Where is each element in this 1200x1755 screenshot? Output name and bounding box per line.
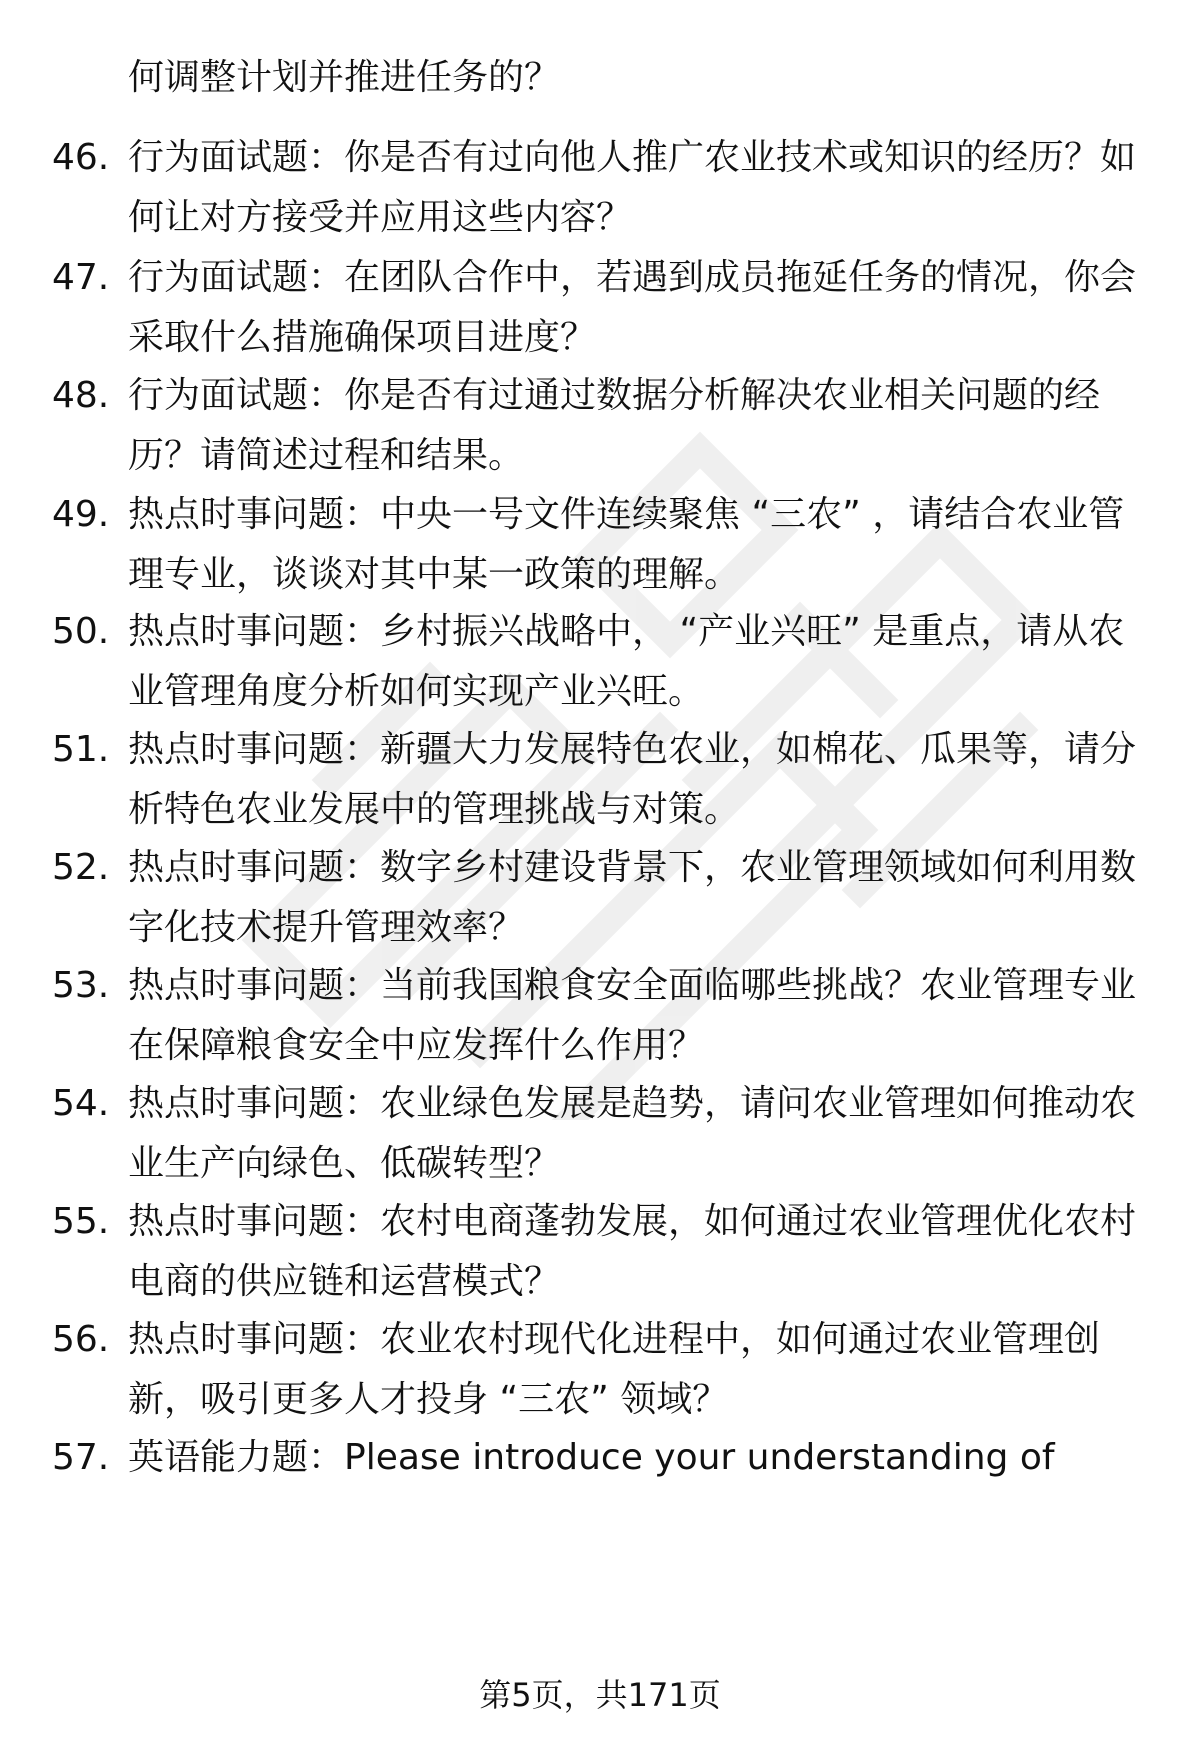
page-footer: 第5页，共171页 <box>479 1676 721 1714</box>
question-text <box>128 485 1148 605</box>
question-number: 53. <box>52 965 110 1006</box>
question-number: 49. <box>52 494 110 535</box>
question-text-line: 热点时事问题：农业农村现代化进程中，如何通过农业管理创 <box>128 1319 1101 1360</box>
question-text <box>128 248 1148 368</box>
question-text <box>128 602 1148 722</box>
question-text <box>128 720 1148 840</box>
question-text <box>128 1428 1148 1488</box>
question-number: 48. <box>52 375 110 416</box>
question-text-line: 英语能力题：Please introduce your understanding of <box>128 1437 1055 1478</box>
question-number: 55. <box>52 1201 110 1242</box>
question-number: 46. <box>52 137 110 178</box>
question-text <box>128 366 1148 486</box>
question-text-line: 行为面试题：在团队合作中，若遇到成员拖延任务的情况，你会 <box>128 257 1137 298</box>
question-number: 50. <box>52 611 110 652</box>
question-text <box>128 48 1148 108</box>
question-text-line: 电商的供应链和运营模式？ <box>128 1261 561 1302</box>
question-number: 54. <box>52 1083 110 1124</box>
question-text-line: 析特色农业发展中的管理挑战与对策。 <box>128 789 741 830</box>
question-text-line: 采取什么措施确保项目进度？ <box>128 317 597 358</box>
question-text-line: 行为面试题：你是否有过向他人推广农业技术或知识的经历？如 <box>128 137 1137 178</box>
question-number: 56. <box>52 1319 110 1360</box>
question-text-line: 字化技术提升管理效率？ <box>128 907 525 948</box>
question-text <box>128 128 1148 248</box>
question-text-line: 业生产向绿色、低碳转型？ <box>128 1143 561 1184</box>
question-text <box>128 1074 1148 1194</box>
question-number: 51. <box>52 729 110 770</box>
question-text-line: 热点时事问题：当前我国粮食安全面临哪些挑战？农业管理专业 <box>128 965 1137 1006</box>
question-text <box>128 956 1148 1076</box>
question-text-line: 新，吸引更多人才投身 “三农” 领域？ <box>128 1379 729 1420</box>
question-text-line: 在保障粮食安全中应发挥什么作用？ <box>128 1025 705 1066</box>
question-text-line: 何让对方接受并应用这些内容？ <box>128 197 633 238</box>
question-text-line: 历？请简述过程和结果。 <box>128 435 525 476</box>
question-text-line: 热点时事问题：农村电商蓬勃发展，如何通过农业管理优化农村 <box>128 1201 1137 1242</box>
question-text-line: 热点时事问题：数字乡村建设背景下，农业管理领域如何利用数 <box>128 847 1137 888</box>
question-text-line: 热点时事问题：乡村振兴战略中， “产业兴旺” 是重点，请从农 <box>128 611 1125 652</box>
question-text-line: 热点时事问题：农业绿色发展是趋势，请问农业管理如何推动农 <box>128 1083 1137 1124</box>
question-text <box>128 1310 1148 1430</box>
question-text-line: 热点时事问题：新疆大力发展特色农业，如棉花、瓜果等，请分 <box>128 729 1137 770</box>
question-text-line: 何调整计划并推进任务的？ <box>128 57 561 98</box>
question-text <box>128 1192 1148 1312</box>
question-number: 47. <box>52 257 110 298</box>
question-text-line: 热点时事问题：中央一号文件连续聚焦 “三农” ，请结合农业管 <box>128 494 1125 535</box>
question-number: 57. <box>52 1437 110 1478</box>
question-text-line: 行为面试题：你是否有过通过数据分析解决农业相关问题的经 <box>128 375 1101 416</box>
question-text <box>128 838 1148 958</box>
question-text-line: 理专业，谈谈对其中某一政策的理解。 <box>128 554 741 595</box>
question-text-line: 业管理角度分析如何实现产业兴旺。 <box>128 671 705 712</box>
question-number: 52. <box>52 847 110 888</box>
